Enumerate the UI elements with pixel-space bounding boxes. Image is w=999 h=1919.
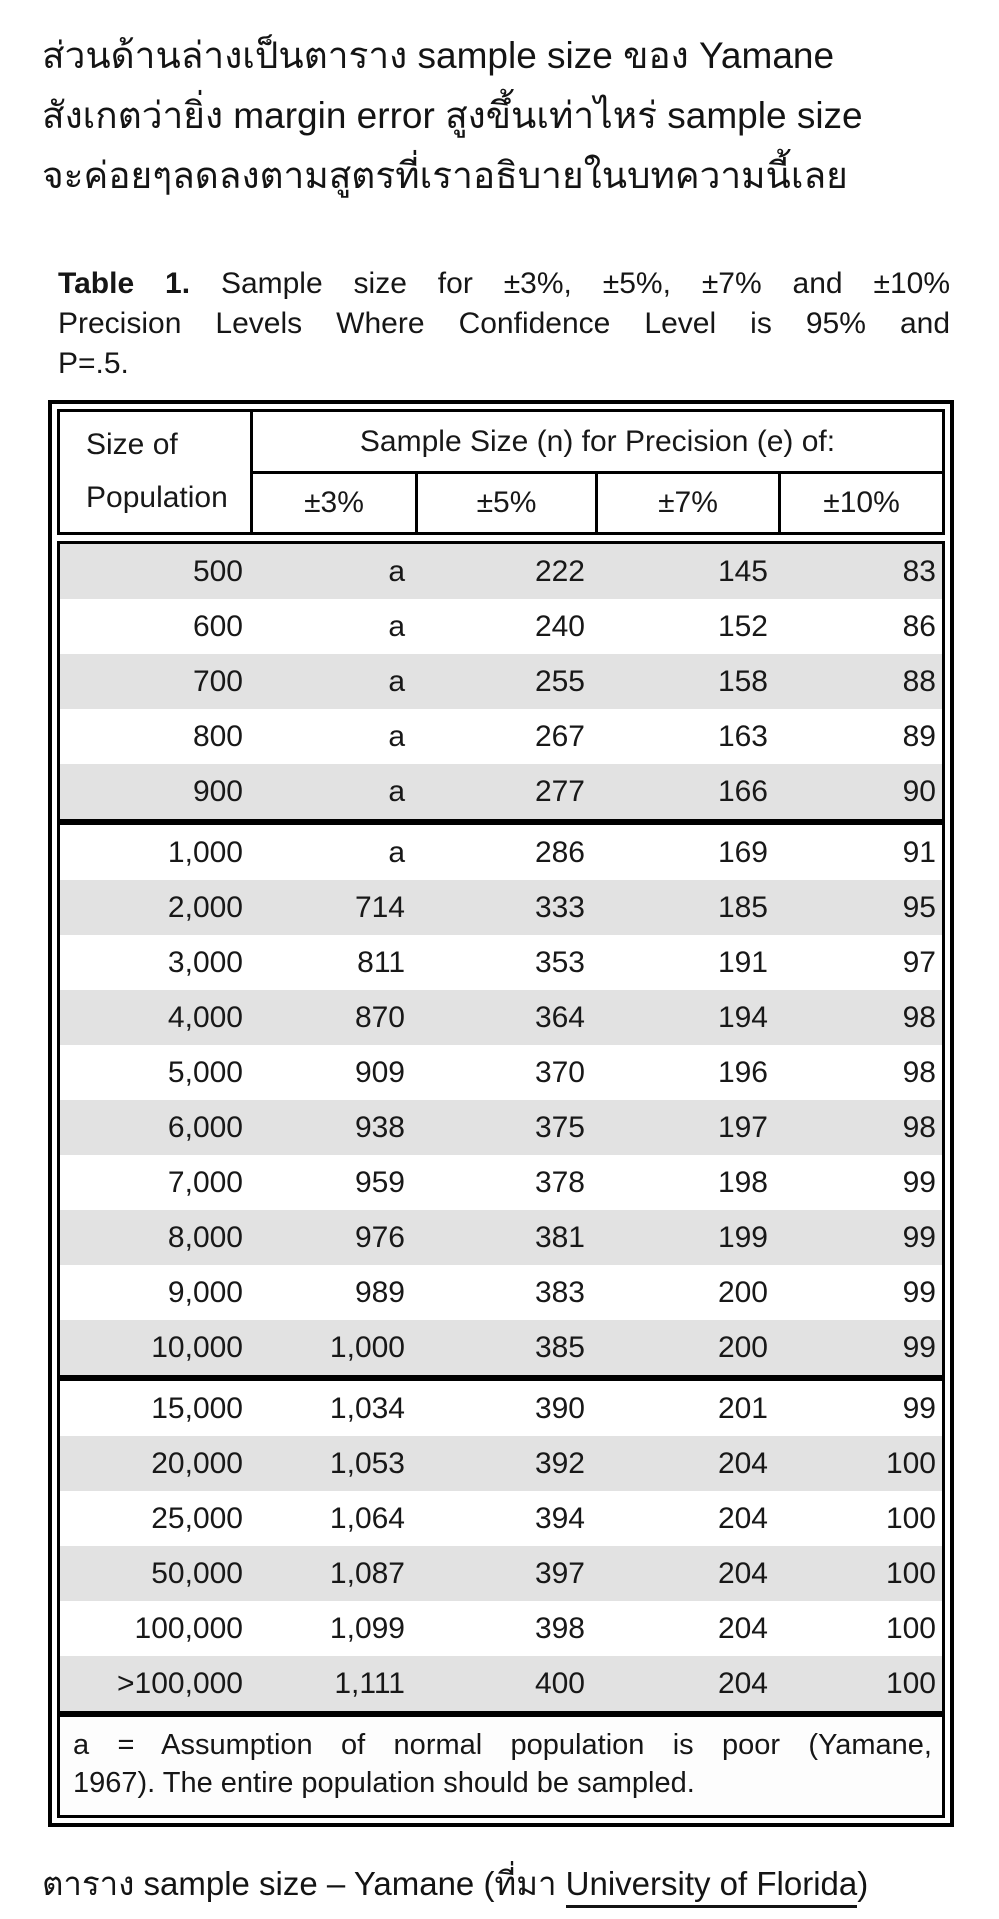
population-cell: 15,000 [151,1391,243,1425]
sample-size-cell: 1,111 [334,1666,405,1700]
population-cell: 500 [192,554,243,588]
sample-size-cell: 286 [534,835,585,869]
header-span-cell: Sample Size (n) for Precision (e) of: [253,412,942,474]
sample-size-cell: 201 [717,1391,768,1425]
sample-size-cell: 88 [902,664,936,698]
sample-size-cell: 390 [534,1391,585,1425]
table-row [60,1491,942,1546]
sample-size-cell: 99 [902,1330,936,1364]
table-row [60,709,942,764]
sample-size-cell: 99 [902,1220,936,1254]
sample-size-cell: 194 [717,1000,768,1034]
footnote-line-1: a = Assumption of normal population is poor (Yamane, [73,1729,932,1761]
table-row [60,654,942,709]
sample-size-cell: 97 [902,945,936,979]
header-population-line-2: Population [86,480,228,514]
sample-size-cell: a [388,664,405,698]
population-cell: 9,000 [167,1275,243,1309]
sample-size-cell: 1,064 [329,1501,405,1535]
table-row [60,1320,942,1375]
sample-size-cell: 204 [717,1501,768,1535]
sample-size-cell: 90 [902,774,936,808]
sample-size-cell: 98 [902,1000,936,1034]
sample-size-cell: 204 [717,1446,768,1480]
source-link[interactable]: University of Florida [566,1865,858,1908]
sample-size-cell: 100 [885,1611,936,1645]
table-row [60,935,942,990]
sample-size-cell: 89 [902,719,936,753]
sample-size-cell: 197 [717,1110,768,1144]
sample-size-cell: 1,053 [329,1446,405,1480]
sample-size-cell: 145 [717,554,768,588]
table-label: Table 1. [58,267,191,300]
sample-size-cell: 100 [885,1666,936,1700]
intro-paragraph [0,0,999,206]
sample-size-cell: 166 [717,774,768,808]
figure-caption [42,1857,999,1910]
table-row [60,880,942,935]
table-row [60,990,942,1045]
table-row [60,1210,942,1265]
header-precision-7: ±7% [595,474,778,532]
caption-prefix: ตาราง sample size – Yamane (ที่มา [42,1865,566,1902]
sample-size-cell: 204 [717,1666,768,1700]
header-precision-5: ±5% [415,474,595,532]
sample-size-cell: 100 [885,1446,936,1480]
table-row [60,1100,942,1155]
table-group-2 [60,819,942,1375]
sample-size-cell: 99 [902,1391,936,1425]
sample-size-cell: 976 [354,1220,405,1254]
population-cell: 5,000 [167,1055,243,1089]
sample-size-cell: 152 [717,609,768,643]
sample-size-cell: 397 [534,1556,585,1590]
table-row [60,764,942,819]
sample-size-cell: 99 [902,1275,936,1309]
sample-size-cell: 398 [534,1611,585,1645]
sample-size-cell: 158 [717,664,768,698]
population-cell: 25,000 [151,1501,243,1535]
population-cell: 1,000 [167,835,243,869]
sample-size-cell: 375 [534,1110,585,1144]
table-row [60,599,942,654]
population-cell: 8,000 [167,1220,243,1254]
table-title-line-2: Precision Levels Where Confidence Level is 95% and [58,307,950,340]
sample-size-cell: 1,034 [329,1391,405,1425]
sample-size-cell: a [388,554,405,588]
sample-size-cell: 200 [717,1275,768,1309]
header-precision-10: ±10% [778,474,942,532]
sample-size-cell: a [388,774,405,808]
yamane-table-figure [48,264,954,1827]
table-group-3 [60,1375,942,1711]
population-cell: 900 [192,774,243,808]
population-cell: 800 [192,719,243,753]
sample-size-cell: 222 [534,554,585,588]
header-population-line-1: Size of [86,427,178,461]
sample-size-cell: 185 [717,890,768,924]
population-cell: 6,000 [167,1110,243,1144]
table-title [48,264,954,384]
table-group-1 [60,544,942,819]
table-row [60,544,942,599]
header-population-cell [60,412,253,532]
sample-size-cell: 1,000 [329,1330,405,1364]
table-row [60,1546,942,1601]
sample-size-cell: 714 [354,890,405,924]
table-row [60,1265,942,1320]
sample-size-cell: 385 [534,1330,585,1364]
sample-size-cell: 86 [902,609,936,643]
intro-line-3: จะค่อยๆลดลงตามสูตรที่เราอธิบายในบทความนี้เลย [42,155,848,196]
table-title-line-1: Table 1. Sample size for ±3%, ±5%, ±7% and ±10% [58,267,950,300]
table-row [60,1045,942,1100]
sample-size-cell: 959 [354,1165,405,1199]
table-header [57,409,945,535]
sample-size-cell: 255 [534,664,585,698]
sample-size-cell: 169 [717,835,768,869]
sample-size-cell: 98 [902,1110,936,1144]
table-title-line-3: P=.5. [58,347,129,380]
sample-size-cell: 267 [534,719,585,753]
sample-size-cell: 204 [717,1611,768,1645]
population-cell: 7,000 [167,1165,243,1199]
sample-size-cell: 392 [534,1446,585,1480]
sample-size-cell: 1,087 [329,1556,405,1590]
intro-line-1: ส่วนด้านล่างเป็นตาราง sample size ของ Yamane [42,35,835,76]
sample-size-cell: 95 [902,890,936,924]
sample-size-cell: 383 [534,1275,585,1309]
sample-size-cell: 353 [534,945,585,979]
sample-size-cell: 870 [354,1000,405,1034]
population-cell: 2,000 [167,890,243,924]
sample-size-cell: 204 [717,1556,768,1590]
sample-size-cell: 199 [717,1220,768,1254]
sample-size-cell: 370 [534,1055,585,1089]
sample-size-cell: 98 [902,1055,936,1089]
population-cell: 100,000 [134,1611,243,1645]
header-precision-3: ±3% [304,486,364,519]
sample-size-cell: 198 [717,1165,768,1199]
table-body [57,541,945,1818]
sample-size-cell: 163 [717,719,768,753]
sample-size-cell: 378 [534,1165,585,1199]
sample-size-cell: 240 [534,609,585,643]
sample-size-cell: 83 [902,554,936,588]
footnote-line-2: 1967). The entire population should be sampled. [73,1767,695,1799]
intro-line-2: สังเกตว่ายิ่ง margin error สูงขึ้นเท่าไหร่ sample size [42,95,863,136]
sample-size-cell: 364 [534,1000,585,1034]
sample-size-cell: 400 [534,1666,585,1700]
sample-size-cell: 100 [885,1501,936,1535]
sample-size-cell: 333 [534,890,585,924]
sample-size-cell: 938 [354,1110,405,1144]
sample-size-cell: 91 [902,835,936,869]
table-footnote [60,1711,942,1815]
sample-size-cell: 989 [354,1275,405,1309]
table-row [60,1656,942,1711]
population-cell: 600 [192,609,243,643]
sample-size-cell: 200 [717,1330,768,1364]
table-row [60,1381,942,1436]
population-cell: 20,000 [151,1446,243,1480]
sample-size-cell: a [388,719,405,753]
sample-size-cell: 381 [534,1220,585,1254]
sample-size-cell: 196 [717,1055,768,1089]
sample-size-cell: 1,099 [329,1611,405,1645]
sample-size-cell: 277 [534,774,585,808]
sample-size-cell: a [388,609,405,643]
sample-size-cell: 811 [357,945,405,979]
population-cell: 4,000 [167,1000,243,1034]
table-row [60,825,942,880]
sample-size-cell: a [388,835,405,869]
sample-size-cell: 99 [902,1165,936,1199]
table-row [60,1155,942,1210]
population-cell: >100,000 [117,1666,243,1700]
sample-size-cell: 394 [534,1501,585,1535]
sample-size-table [48,400,954,1827]
sample-size-cell: 191 [717,945,768,979]
population-cell: 50,000 [151,1556,243,1590]
table-row [60,1436,942,1491]
sample-size-cell: 100 [885,1556,936,1590]
population-cell: 700 [192,664,243,698]
population-cell: 10,000 [151,1330,243,1364]
population-cell: 3,000 [167,945,243,979]
caption-suffix: ) [857,1865,869,1902]
sample-size-cell: 909 [354,1055,405,1089]
table-row [60,1601,942,1656]
